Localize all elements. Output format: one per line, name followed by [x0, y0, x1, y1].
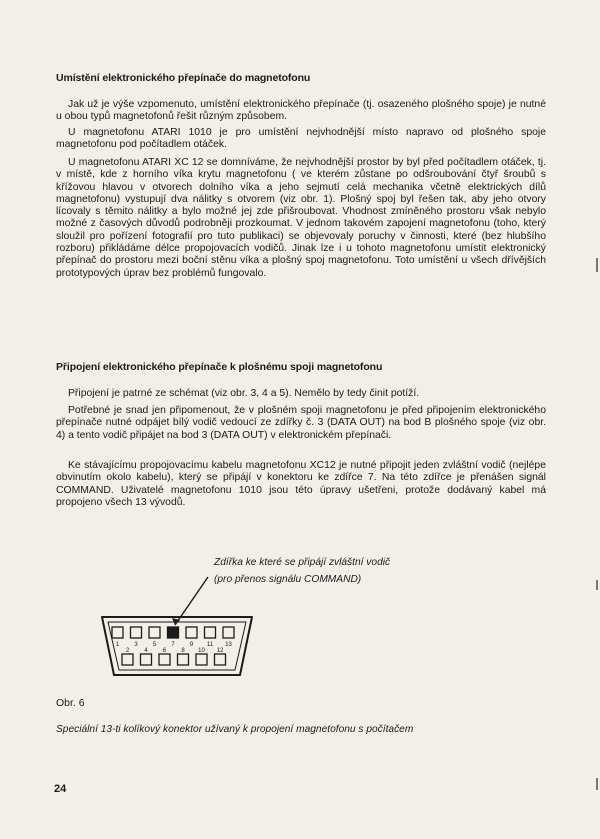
figure-caption: Speciální 13-ti kolíkový konektor užívaný k propojení magnetofonu s počítačem	[56, 724, 414, 735]
pin-12-label: 12	[216, 648, 224, 654]
pin-11	[205, 627, 216, 638]
pin-13-label: 13	[225, 642, 232, 648]
pin-6	[159, 654, 170, 665]
scan-edge-mark	[596, 580, 598, 590]
section2-paragraph-1: Připojení je patrné ze schémat (viz obr. 3, 4 a 5). Nemělo by tedy činit potíží.	[68, 388, 420, 399]
pin-1-label: 1	[115, 642, 120, 648]
pin-3	[131, 627, 142, 638]
top-pin-row	[112, 627, 234, 648]
pin-7-label: 7	[171, 642, 175, 648]
scan-edge-mark	[596, 778, 598, 790]
figure-annotation-line2: (pro přenos signálu COMMAND)	[214, 574, 362, 585]
pin-4	[141, 654, 152, 665]
bottom-pin-row	[122, 648, 226, 665]
pin-5	[149, 627, 160, 638]
pin-1	[112, 627, 123, 638]
section2-paragraph-3: Ke stávajícímu propojovacímu kabelu magnetofonu XC12 je nutné připojit jeden zvláštní vodič (nejlépe obvinutím okolo kabelu), který se připájí v konektoru ke zdířce 7. Na této zdířce je přenášen signál COMMAND. Uživatelé magnetofonu 1010 jsou této úpravy ušetřeni, protože dodávaný kabel má propojeno všech 13 vývodů.	[56, 460, 546, 508]
pin-10-label: 10	[198, 648, 205, 654]
section1-paragraph-1: Jak už je výše vzpomenuto, umístění elektronického přepínače (tj. osazeného plošného spoje) je nutné u obou typů magnetofonů řešit různým způsobem.	[56, 99, 546, 123]
page-number: 24	[54, 783, 67, 795]
scan-edge-mark	[596, 258, 598, 272]
pin-6-label: 6	[162, 648, 167, 654]
pin-5-label: 5	[152, 642, 157, 648]
pin-3-label: 3	[134, 642, 138, 648]
figure-annotation-line1: Zdířka ke které se připájí zvláštní vodič	[214, 557, 391, 568]
section1-paragraph-2: U magnetofonu ATARI 1010 je pro umístění nejvhodnější místo napravo od plošného spoje magnetofonu pod počítadlem otáček.	[56, 127, 546, 151]
pin-11-label: 11	[206, 642, 214, 648]
pin-7-highlighted	[168, 627, 179, 638]
pin-12	[215, 654, 226, 665]
section1-heading: Umístění elektronického přepínače do magnetofonu	[56, 72, 311, 84]
section2-paragraph-2: Potřebné je snad jen připomenout, že v plošném spoji magnetofonu je před připojením elektronického přepínače nutné odpájet bílý vodič vedoucí ze zdířky č. 3 (DATA OUT) na bod B plošného spoje (viz obr. 4) a tento vodič připájet na bod 3 (DATA OUT) v elektronickém přepínači.	[56, 405, 546, 441]
section1-paragraph-3: U magnetofonu ATARI XC 12 se domníváme, že nejvhodnější prostor by byl před počítadlem otáček, tj. v místě, kde z horního víka krytu magnetofonu ( ve kterém zůstane po odšroubování čtyř šroubů s křížovou hlavou v otvorech dolního víka a jeho sejmutí celá mechanika včetně elektrických dílů magnetofonu) vystupují dva nálitky s otvorem (viz obr. 1). Plošný spoj byl řešen tak, aby jeho otvory lícovaly s těmito nálitky a bylo možné jej zde přišroubovat. Vhodnost zmíněného prostoru však nebylo možné z časových důvodů podrobněji prozkoumat. V jednom takovém zapojení magnetofonu (toho, který sloužil pro pořízení fotografií pro tuto publikaci) se objevovaly poruchy v činnosti, které (bez hlubšího rozboru) přikládáme délce propojovacích vodičů. Jinak lze i u tohoto magnetofonu umístit elektronický přepínač do prostoru mezi boční stěnu víka a plošný spoj magnetofonu. Toto umístění u všech dřívějších prototypových úprav bez problémů fungovalo.	[56, 157, 546, 279]
pin-2-label: 2	[125, 648, 130, 654]
pin-13	[223, 627, 234, 638]
pin-9	[186, 627, 197, 638]
pin-4-label: 4	[144, 648, 148, 654]
figure-label: Obr. 6	[56, 697, 85, 709]
pin-9-label: 9	[189, 642, 194, 648]
pin-2	[122, 654, 133, 665]
pin-8-label: 8	[181, 648, 185, 654]
section2-heading: Připojení elektronického přepínače k plošnému spoji magnetofonu	[56, 361, 383, 373]
pin-8	[178, 654, 189, 665]
connector-diagram	[90, 575, 260, 685]
pin-10	[196, 654, 207, 665]
